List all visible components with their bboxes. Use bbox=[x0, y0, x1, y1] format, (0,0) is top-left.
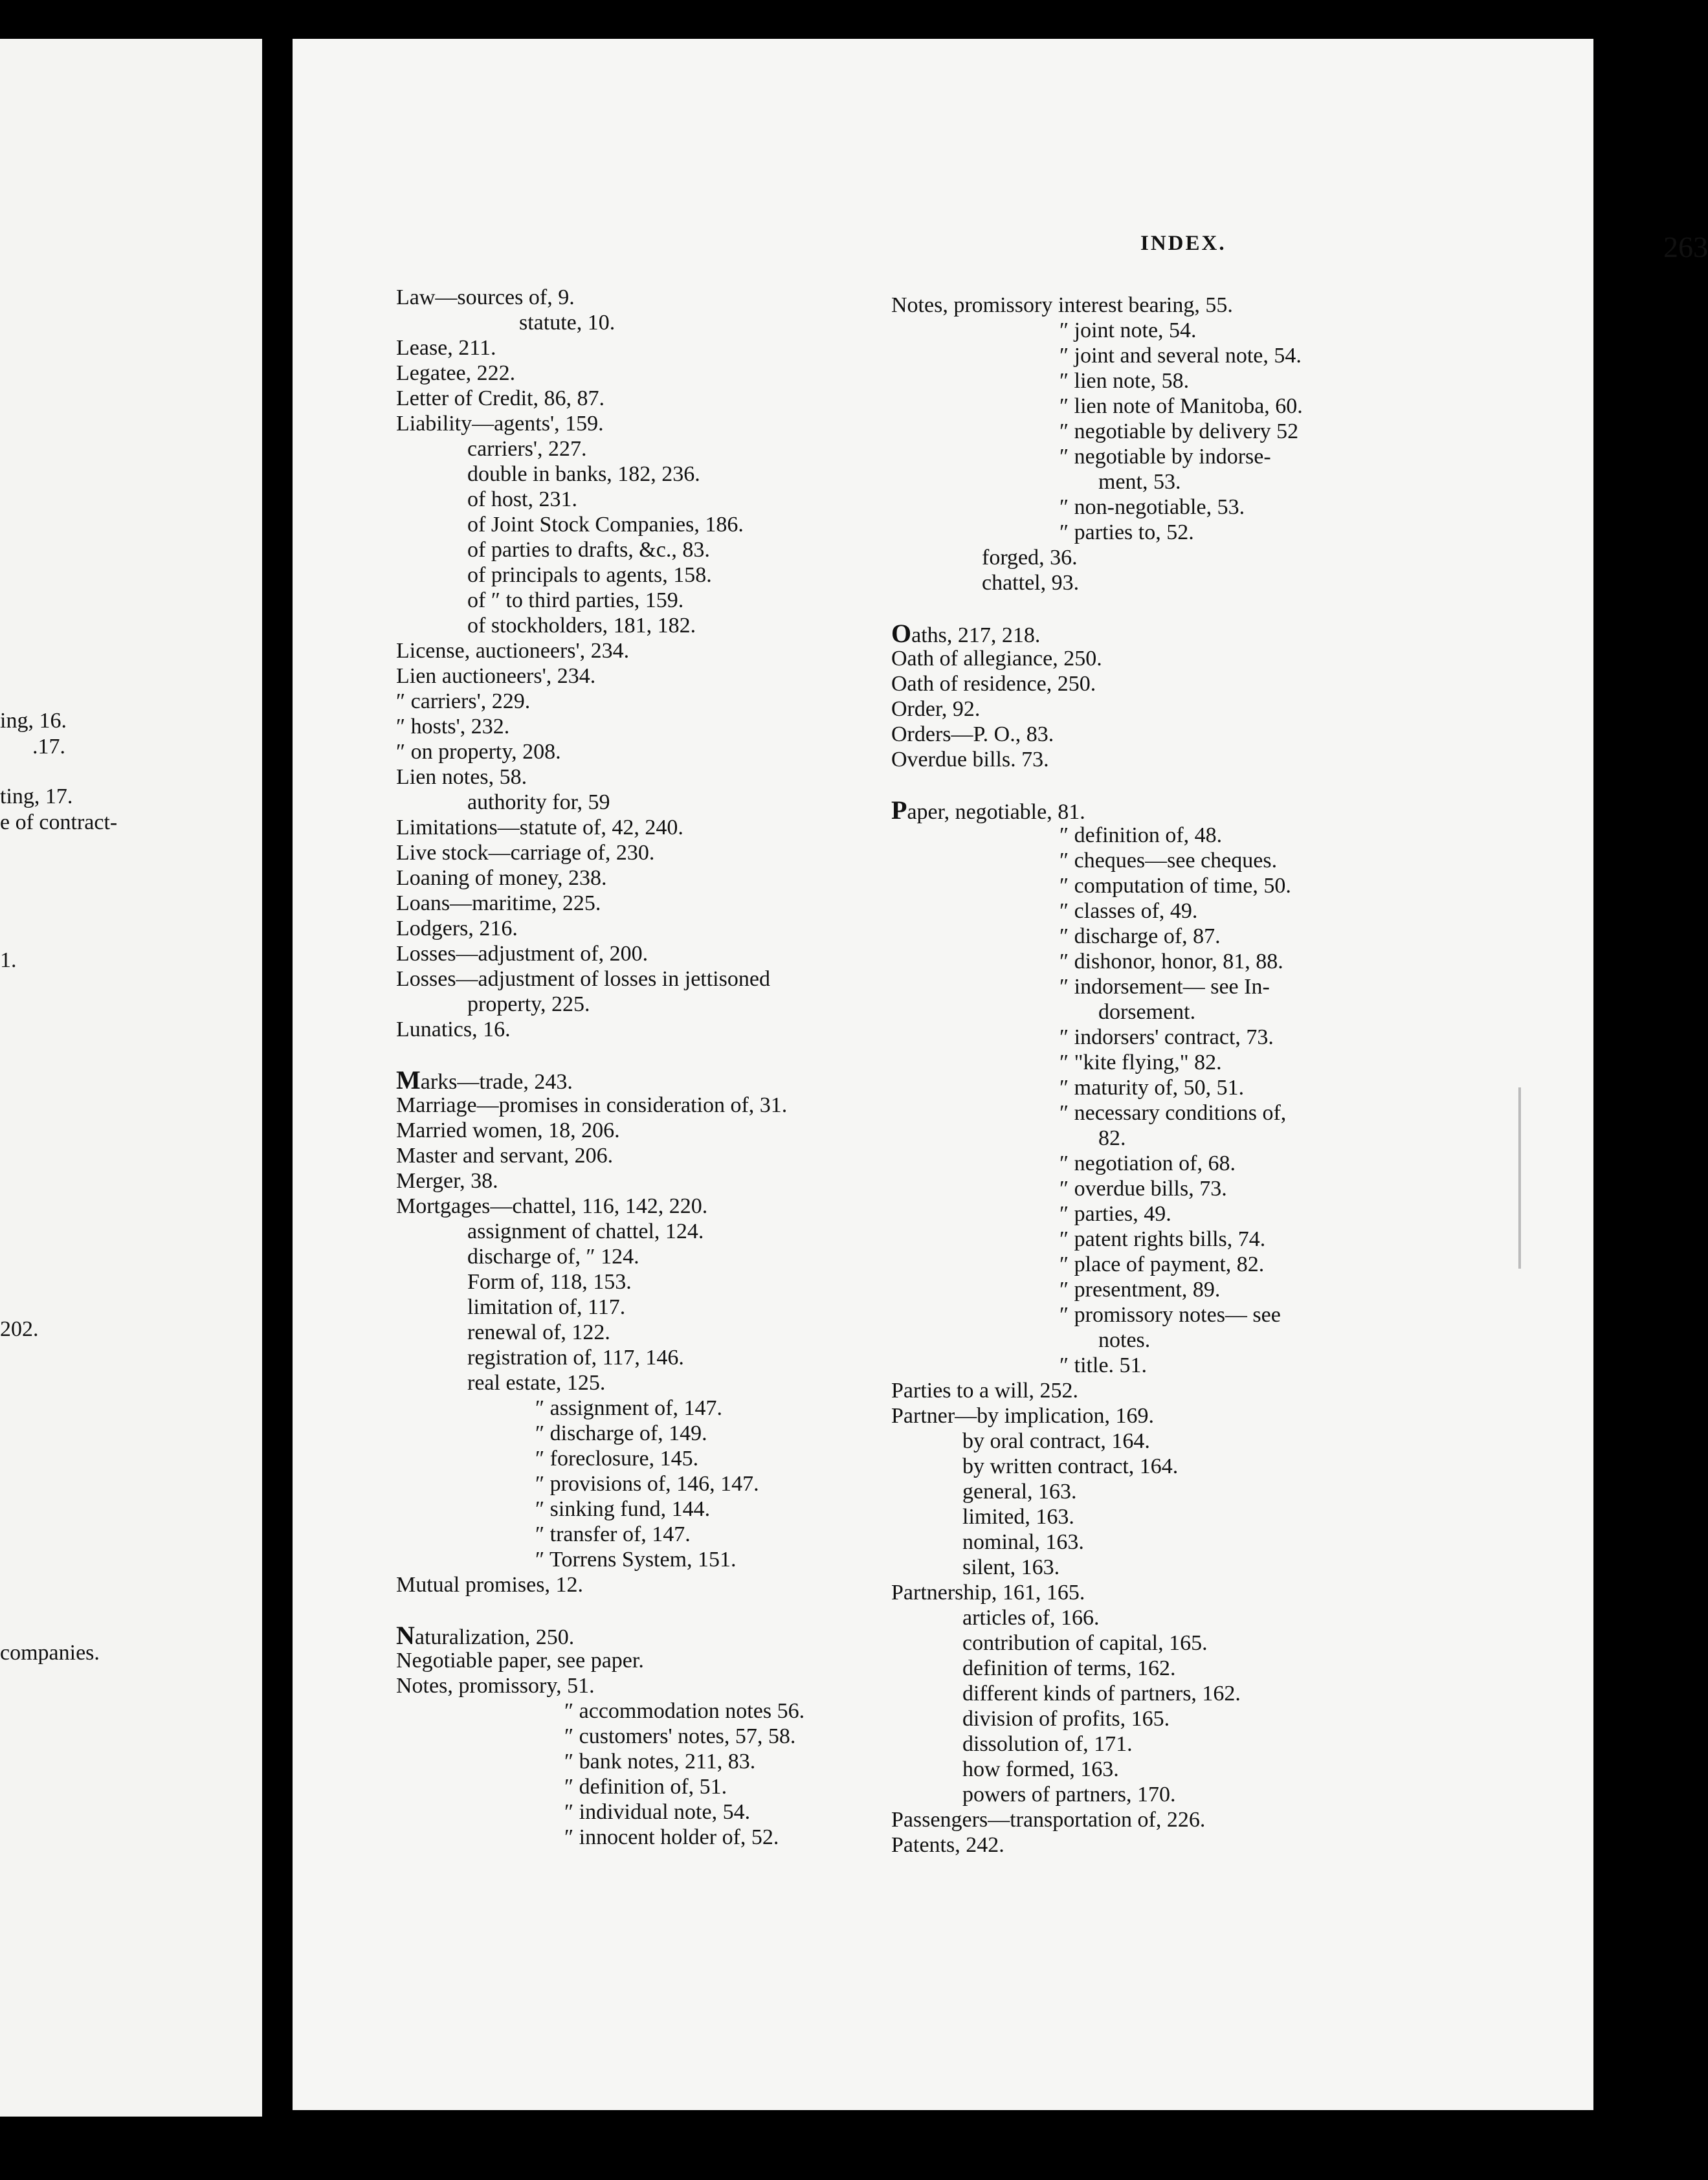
index-entry: of ″ to third parties, 159. bbox=[467, 588, 684, 612]
index-entry: Partner—by implication, 169. bbox=[891, 1404, 1155, 1428]
index-entry: Marks—trade, 243. bbox=[396, 1065, 573, 1095]
index-column-right bbox=[891, 293, 1474, 1858]
index-entry: Notes, promissory interest bearing, 55. bbox=[891, 293, 1233, 317]
left-fragment: 202. bbox=[0, 1317, 39, 1341]
index-entry: ″ innocent holder of, 52. bbox=[564, 1825, 779, 1849]
index-entry: ″ Torrens System, 151. bbox=[535, 1548, 737, 1572]
index-entry: Master and servant, 206. bbox=[396, 1144, 614, 1168]
index-entry: notes. bbox=[1098, 1328, 1151, 1352]
index-entry: ″ definition of, 48. bbox=[1059, 823, 1223, 847]
index-entry: of principals to agents, 158. bbox=[467, 563, 712, 587]
index-entry: discharge of, ″ 124. bbox=[467, 1245, 639, 1269]
left-fragment: ing, 16. bbox=[0, 709, 67, 733]
index-entry: Overdue bills. 73. bbox=[891, 748, 1049, 772]
index-entry: Marriage—promises in consideration of, 31. bbox=[396, 1093, 788, 1117]
index-entry: Loans—maritime, 225. bbox=[396, 891, 601, 915]
drop-capital: M bbox=[396, 1065, 421, 1095]
index-entry: by oral contract, 164. bbox=[962, 1429, 1150, 1453]
index-entry: Partnership, 161, 165. bbox=[891, 1581, 1085, 1605]
index-entry: Law—sources of, 9. bbox=[396, 285, 575, 309]
index-entry: Loaning of money, 238. bbox=[396, 866, 607, 890]
index-entry: ″ on property, 208. bbox=[396, 740, 561, 764]
index-entry: limitation of, 117. bbox=[467, 1295, 626, 1319]
index-entry: Liability—agents', 159. bbox=[396, 412, 604, 436]
index-entry: ″ dishonor, honor, 81, 88. bbox=[1059, 950, 1283, 973]
section-gap bbox=[891, 772, 1474, 797]
index-entry: ″ parties, 49. bbox=[1059, 1202, 1171, 1226]
index-entry: ″ lien note, 58. bbox=[1059, 369, 1190, 393]
index-entry: ″ individual note, 54. bbox=[564, 1800, 751, 1824]
index-entry: Letter of Credit, 86, 87. bbox=[396, 386, 604, 410]
index-entry: Married women, 18, 206. bbox=[396, 1118, 620, 1142]
drop-capital: N bbox=[396, 1621, 415, 1650]
index-entry: ″ "kite flying," 82. bbox=[1059, 1051, 1222, 1074]
index-entry: real estate, 125. bbox=[467, 1371, 606, 1395]
index-entry: ″ computation of time, 50. bbox=[1059, 874, 1291, 898]
left-fragment: .17. bbox=[32, 735, 65, 759]
index-entry: Oaths, 217, 218. bbox=[891, 619, 1041, 648]
index-entry: ″ foreclosure, 145. bbox=[535, 1447, 699, 1471]
index-entry: dorsement. bbox=[1098, 1000, 1196, 1024]
index-entry: Merger, 38. bbox=[396, 1169, 498, 1193]
index-entry: ″ lien note of Manitoba, 60. bbox=[1059, 394, 1303, 418]
index-entry: ″ carriers', 229. bbox=[396, 689, 531, 713]
index-entry: contribution of capital, 165. bbox=[962, 1631, 1208, 1655]
index-entry: registration of, 117, 146. bbox=[467, 1346, 684, 1370]
index-entry: ″ non-negotiable, 53. bbox=[1059, 495, 1245, 519]
index-entry: carriers', 227. bbox=[467, 437, 587, 461]
index-entry: Negotiable paper, see paper. bbox=[396, 1649, 644, 1673]
index-entry: ″ overdue bills, 73. bbox=[1059, 1177, 1227, 1201]
index-entry: ″ sinking fund, 144. bbox=[535, 1497, 711, 1521]
index-entry: Lodgers, 216. bbox=[396, 917, 518, 940]
index-entry: ″ parties to, 52. bbox=[1059, 520, 1194, 544]
index-entry: Oath of allegiance, 250. bbox=[891, 647, 1102, 671]
index-page bbox=[293, 39, 1708, 2110]
index-entry: definition of terms, 162. bbox=[962, 1656, 1176, 1680]
index-entry: property, 225. bbox=[467, 992, 590, 1016]
drop-capital: O bbox=[891, 619, 912, 648]
index-entry: ″ promissory notes— see bbox=[1059, 1303, 1281, 1327]
index-entry: limited, 163. bbox=[962, 1505, 1074, 1529]
index-entry: Paper, negotiable, 81. bbox=[891, 795, 1085, 825]
index-entry: Mortgages—chattel, 116, 142, 220. bbox=[396, 1194, 708, 1218]
previous-page-edge bbox=[0, 39, 262, 2117]
index-entry: ″ provisions of, 146, 147. bbox=[535, 1472, 759, 1496]
index-entry: ″ accommodation notes 56. bbox=[564, 1699, 805, 1723]
index-entry: Order, 92. bbox=[891, 697, 981, 721]
index-entry: how formed, 163. bbox=[962, 1757, 1119, 1781]
index-entry: Lease, 211. bbox=[396, 336, 496, 360]
index-entry: ″ discharge of, 87. bbox=[1059, 924, 1221, 948]
index-entry: ″ presentment, 89. bbox=[1059, 1278, 1221, 1302]
index-entry: ″ joint and several note, 54. bbox=[1059, 344, 1302, 368]
index-entry: Losses—adjustment of, 200. bbox=[396, 942, 649, 966]
section-gap bbox=[396, 1042, 901, 1067]
index-entry: ″ indorsement— see In- bbox=[1059, 975, 1270, 999]
index-entry: authority for, 59 bbox=[467, 790, 610, 814]
index-entry: silent, 163. bbox=[962, 1555, 1060, 1579]
index-entry: of parties to drafts, &c., 83. bbox=[467, 538, 710, 562]
index-entry: forged, 36. bbox=[982, 546, 1078, 570]
index-entry: ″ negotiation of, 68. bbox=[1059, 1151, 1236, 1175]
index-entry: ″ negotiable by indorse- bbox=[1059, 445, 1271, 469]
index-entry: Losses—adjustment of losses in jettisoned bbox=[396, 967, 770, 991]
index-entry: ″ classes of, 49. bbox=[1059, 899, 1198, 923]
index-entry: different kinds of partners, 162. bbox=[962, 1682, 1241, 1706]
index-entry: general, 163. bbox=[962, 1480, 1077, 1504]
index-entry: ″ negotiable by delivery 52 bbox=[1059, 419, 1299, 443]
index-entry: dissolution of, 171. bbox=[962, 1732, 1133, 1756]
index-entry: ″ transfer of, 147. bbox=[535, 1522, 691, 1546]
index-entry: by written contract, 164. bbox=[962, 1454, 1179, 1478]
index-entry: of host, 231. bbox=[467, 487, 577, 511]
index-entry: double in banks, 182, 236. bbox=[467, 462, 700, 486]
index-entry: ″ assignment of, 147. bbox=[535, 1396, 722, 1420]
index-entry: Lien notes, 58. bbox=[396, 765, 527, 789]
index-entry: ″ discharge of, 149. bbox=[535, 1421, 707, 1445]
index-entry: Lien auctioneers', 234. bbox=[396, 664, 596, 688]
index-entry: ment, 53. bbox=[1098, 470, 1181, 494]
index-entry: ″ definition of, 51. bbox=[564, 1775, 727, 1799]
section-gap bbox=[396, 1597, 901, 1623]
page-number: 263 bbox=[1663, 230, 1708, 263]
index-entry: Notes, promissory, 51. bbox=[396, 1674, 595, 1698]
index-entry: Limitations—statute of, 42, 240. bbox=[396, 816, 683, 840]
index-entry: ″ necessary conditions of, bbox=[1059, 1101, 1287, 1125]
left-fragment: 1. bbox=[0, 948, 17, 972]
index-entry: ″ patent rights bills, 74. bbox=[1059, 1227, 1266, 1251]
index-entry: ″ bank notes, 211, 83. bbox=[564, 1750, 756, 1774]
index-entry: ″ hosts', 232. bbox=[396, 715, 510, 739]
index-entry: ″ cheques—see cheques. bbox=[1059, 849, 1278, 873]
left-fragment: ting, 17. bbox=[0, 784, 73, 808]
index-entry: ″ indorsers' contract, 73. bbox=[1059, 1025, 1274, 1049]
index-entry: 82. bbox=[1098, 1126, 1126, 1150]
index-entry: Parties to a will, 252. bbox=[891, 1379, 1078, 1403]
index-entry: ″ joint note, 54. bbox=[1059, 318, 1197, 342]
left-fragment: companies. bbox=[0, 1641, 100, 1665]
index-entry: Naturalization, 250. bbox=[396, 1621, 575, 1650]
index-entry: chattel, 93. bbox=[982, 571, 1080, 595]
index-entry: Patents, 242. bbox=[891, 1833, 1004, 1857]
index-entry: of stockholders, 181, 182. bbox=[467, 614, 696, 638]
index-entry: of Joint Stock Companies, 186. bbox=[467, 513, 744, 537]
index-entry: division of profits, 165. bbox=[962, 1707, 1170, 1731]
index-entry: Live stock—carriage of, 230. bbox=[396, 841, 655, 865]
index-entry: assignment of chattel, 124. bbox=[467, 1219, 704, 1243]
index-entry: ″ customers' notes, 57, 58. bbox=[564, 1724, 796, 1748]
index-entry: Lunatics, 16. bbox=[396, 1018, 511, 1041]
index-entry: renewal of, 122. bbox=[467, 1320, 610, 1344]
index-entry: Form of, 118, 153. bbox=[467, 1270, 632, 1294]
left-fragment: e of contract- bbox=[0, 810, 118, 834]
index-entry: ″ maturity of, 50, 51. bbox=[1059, 1076, 1245, 1100]
page-title: INDEX. bbox=[1140, 232, 1226, 255]
section-gap bbox=[891, 595, 1474, 621]
index-entry: articles of, 166. bbox=[962, 1606, 1100, 1630]
index-column-left bbox=[396, 285, 901, 1850]
index-entry: License, auctioneers', 234. bbox=[396, 639, 630, 663]
index-entry: Passengers—transportation of, 226. bbox=[891, 1808, 1206, 1832]
drop-capital: P bbox=[891, 795, 907, 825]
index-entry: Oath of residence, 250. bbox=[891, 672, 1096, 696]
index-entry: Mutual promises, 12. bbox=[396, 1573, 583, 1597]
index-entry: Legatee, 222. bbox=[396, 361, 516, 385]
index-entry: statute, 10. bbox=[519, 311, 616, 335]
margin-mark bbox=[1518, 1087, 1521, 1269]
index-entry: ″ place of payment, 82. bbox=[1059, 1252, 1265, 1276]
index-entry: ″ title. 51. bbox=[1059, 1353, 1148, 1377]
index-entry: powers of partners, 170. bbox=[962, 1783, 1176, 1807]
index-entry: nominal, 163. bbox=[962, 1530, 1084, 1554]
index-entry: Orders—P. O., 83. bbox=[891, 722, 1054, 746]
